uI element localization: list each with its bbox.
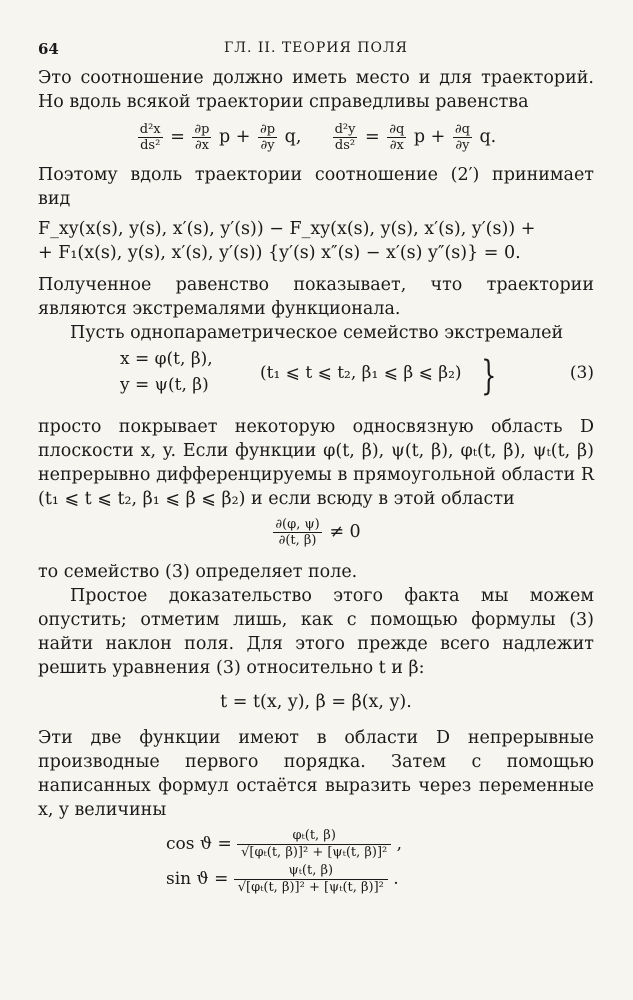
running-head: ГЛ. II. ТЕОРИЯ ПОЛЯ xyxy=(224,40,408,56)
page-header xyxy=(38,40,594,66)
fraction: $\frac{\partial p}{\partial x}$ xyxy=(194,122,210,153)
fraction: $\frac{\partial p}{\partial y}$ xyxy=(260,122,276,153)
paragraph: Простое доказательство этого факта мы можем опустить; отметим лишь, как с помощью формулы (3) найти наклон поля. Для этого прежде всего надлежит решить уравнения (3) относительно t и β: xyxy=(38,586,594,678)
fraction: $\frac{\text{φₜ(t, β)}}{\text{√[φₜ(t, β)]² + [ψₜ(t, β)]²}}$ xyxy=(237,828,391,861)
paragraph: Это соотношение должно иметь место и для траекторий. Но вдоль всякой траектории справедливы равенства xyxy=(38,68,594,112)
paragraph: то семейство (3) определяет поле. xyxy=(38,562,358,582)
equation-line: y = ψ(t, β) xyxy=(120,375,209,395)
equation-number: (3) xyxy=(569,363,594,383)
paragraph: Поэтому вдоль траектории соотношение (2′) принимает вид xyxy=(38,165,594,209)
paragraph: Эти две функции имеют в области D непрерывные производные первого порядка. Затем с помощью написанных формул остаётся выразить через переменные x, y величины xyxy=(38,728,594,820)
equation-line: x = φ(t, β), xyxy=(120,349,213,369)
fraction: $\frac{\text{ψₜ(t, β)}}{\text{√[φₜ(t, β)]² + [ψₜ(t, β)]²}}$ xyxy=(234,863,388,896)
brace: } xyxy=(481,353,497,399)
paragraph: просто покрывает некоторую односвязную область D плоскости x, y. Если функции φ(t, β), ψ(t, β), φₜ(t, β), ψₜ(t, β) непрерывно дифференцируемы в прямоугольной области R (t₁ ⩽ t ⩽ t₂, β₁ ⩽ β ⩽ β₂) и если всюду в этой области xyxy=(38,417,594,509)
equation-condition: (t₁ ⩽ t ⩽ t₂, β₁ ⩽ β ⩽ β₂) xyxy=(260,363,462,383)
equation-system-3 xyxy=(38,349,594,407)
equation-line: F_xy(x(s), y(s), x′(s), y′(s)) − F_xy(x(s), y(s), x′(s), y′(s)) + xyxy=(38,219,536,239)
page-number: 64 xyxy=(38,40,59,58)
fraction: $\frac{\text{d²x}}{\text{ds²}}$ xyxy=(139,122,161,153)
equation-4: t = t(x, y), β = β(x, y). xyxy=(220,692,412,712)
book-page xyxy=(38,40,594,896)
equation-jacobian: $\frac{\partial(\varphi, \psi)}{\partial(t, \beta)}$ ≠ 0 xyxy=(275,517,361,548)
fraction: $\frac{\text{d²y}}{\text{ds²}}$ xyxy=(334,122,356,153)
fraction: $\frac{\partial q}{\partial x}$ xyxy=(389,122,405,153)
fraction: $\frac{\partial q}{\partial y}$ xyxy=(454,122,470,153)
paragraph: Полученное равенство показывает, что траектории являются экстремалями функционала. xyxy=(38,275,594,319)
equation-line: + F₁(x(s), y(s), x′(s), y′(s)) {y′(s) x″(s) − x′(s) y″(s)} = 0. xyxy=(38,243,521,263)
paragraph: Пусть однопараметрическое семейство экстремалей xyxy=(70,323,564,343)
equation-sin: sin ϑ = $\frac{\text{ψₜ(t, β)}}{\text{√[φₜ(t, β)]² + [ψₜ(t, β)]²}}$ . xyxy=(166,863,399,895)
fraction: $\frac{\partial(\varphi, \psi)}{\partial(t, \beta)}$ xyxy=(275,517,320,548)
equation-trajectory-derivatives: $\frac{\text{d²x}}{\text{ds²}}$ = $\frac{\partial p}{\partial x}$ p + $\frac{\partial p}{\partial y}$ q, $\frac{\text{d²y}}{\text{ds²}}$ = $\frac{\partial q}{\partial x}$ p + $\frac{\partial q}{\partial y}$ q. xyxy=(139,122,497,153)
equation-cos: cos ϑ = $\frac{\text{φₜ(t, β)}}{\text{√[φₜ(t, β)]² + [ψₜ(t, β)]²}}$ , xyxy=(166,828,403,860)
